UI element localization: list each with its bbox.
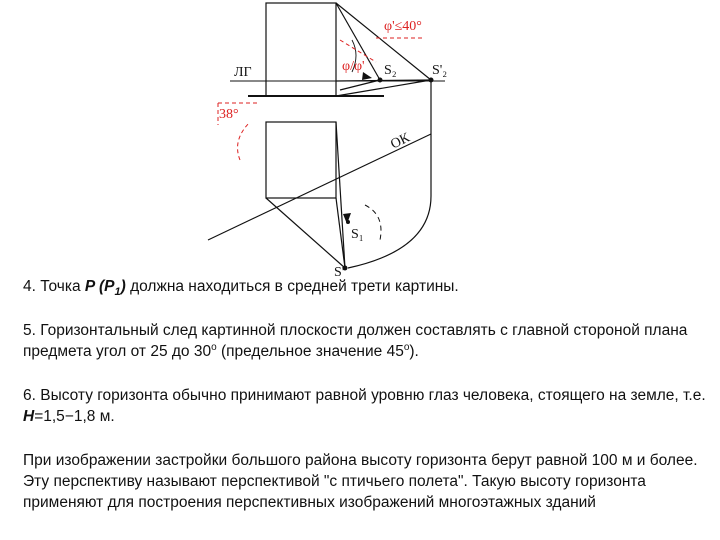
- label-ok: ОК: [388, 130, 413, 153]
- paragraph-7: При изображении застройки большого района высоту горизонта берут равной 100 м и более. Эту перспективу называют перспективой "с птичьего полета". Такую высоту горизонта применяют для построения перспективных изображений многоэтажных зданий: [23, 452, 698, 511]
- label-phi: φ/φ': [342, 59, 365, 74]
- label-phi-limit: φ'≤40°: [384, 19, 422, 34]
- label-angle-38: 38°: [219, 107, 239, 122]
- label-lg: ЛГ: [234, 65, 252, 80]
- label-s-prime: S': [334, 265, 345, 280]
- paragraph-5: 5. Горизонтальный след картинной плоскости должен составлять с главной стороной плана предмета угол от 25 до $30^о$ (предельное значение $45^о$).: [23, 322, 688, 360]
- paragraph-6: 6. Высоту горизонта обычно принимают равной уровню глаз человека, стоящего на земле, т.е. H=1,5−1,8 м.: [23, 387, 706, 425]
- plan-rectangle: [266, 122, 336, 198]
- paragraph-4: 4. Точка P $(P_1)$ должна находиться в средней трети картины.: [23, 278, 459, 299]
- label-s1: S₁: [351, 227, 364, 242]
- elevation-rectangle: [266, 3, 336, 96]
- label-s2: S₂: [384, 63, 397, 78]
- label-s2-prime: S'₂: [432, 63, 448, 78]
